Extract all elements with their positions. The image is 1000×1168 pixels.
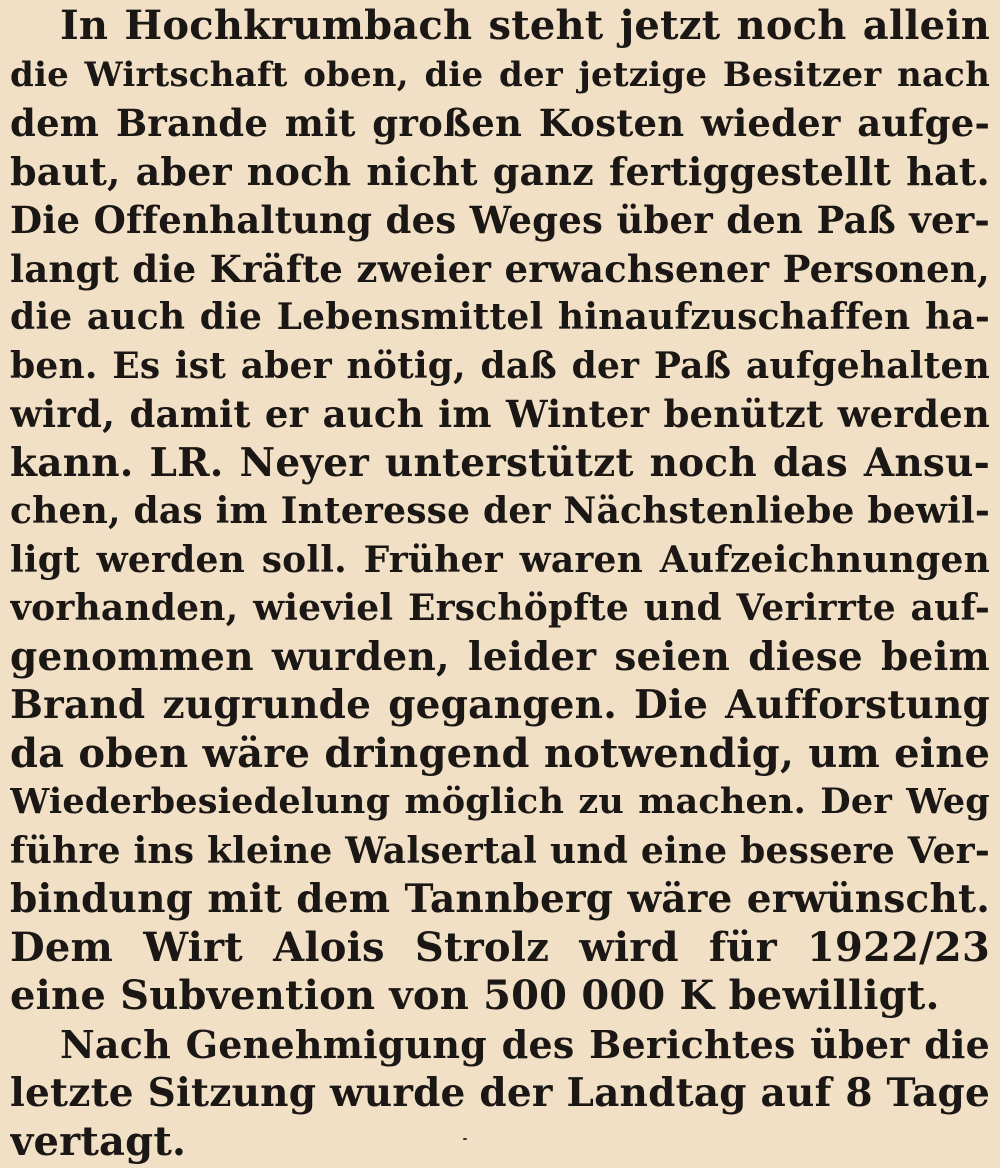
paragraph-2 — [10, 1021, 990, 1167]
text-line: dem Brande mit großen Kosten wieder aufge- — [10, 101, 990, 145]
text-line: Die Offenhaltung des Weges über den Paß ver- — [10, 198, 990, 242]
text-line: die auch die Lebensmittel hinaufzuschaffen ha- — [10, 296, 990, 338]
text-line: letzte Sitzung wurde der Landtag auf 8 Tage — [10, 1070, 990, 1116]
text-line: da oben wäre dringend notwendig, um eine — [10, 729, 990, 777]
text-line: kann. LR. Neyer unterstützt noch das Ansu- — [10, 439, 990, 486]
text-line: chen, das im Interesse der Nächstenliebe bewil- — [10, 490, 990, 532]
paragraph-1 — [10, 2, 990, 1021]
text-line: ben. Es ist aber nötig, daß der Paß aufgehalten — [10, 344, 990, 387]
ink-speck — [463, 1138, 467, 1140]
text-line: vorhanden, wieviel Erschöpfte und Verirrte auf- — [10, 587, 990, 629]
text-line: wird, damit er auch im Winter benützt werden — [10, 392, 990, 436]
text-line: Dem Wirt Alois Strolz wird für 1922/23 — [10, 923, 990, 971]
text-line: bindung mit dem Tannberg wäre erwünscht. — [10, 876, 990, 922]
text-line: Wiederbesiedelung möglich zu machen. Der Weg — [10, 781, 990, 822]
text-line: baut, aber noch nicht ganz fertiggestellt hat. — [10, 148, 990, 194]
text-line: ligt werden soll. Früher waren Aufzeichnungen — [10, 538, 990, 581]
text-line: vertagt. — [10, 1117, 187, 1165]
text-line: In Hochkrumbach steht jetzt noch allein — [60, 2, 990, 49]
text-line: eine Subvention von 500 000 K bewilligt. — [10, 972, 940, 1019]
text-line: Nach Genehmigung des Berichtes über die — [60, 1021, 990, 1067]
text-line: langt die Kräfte zweier erwachsener Personen, — [10, 246, 990, 291]
text-line: die Wirtschaft oben, die der jetzige Besitzer nach — [10, 54, 990, 95]
text-line: genommen wurden, leider seien diese beim — [10, 633, 990, 680]
text-line: Brand zugrunde gegangen. Die Aufforstung — [10, 682, 990, 728]
text-line: führe ins kleine Walsertal und eine bessere Ver- — [10, 829, 990, 872]
